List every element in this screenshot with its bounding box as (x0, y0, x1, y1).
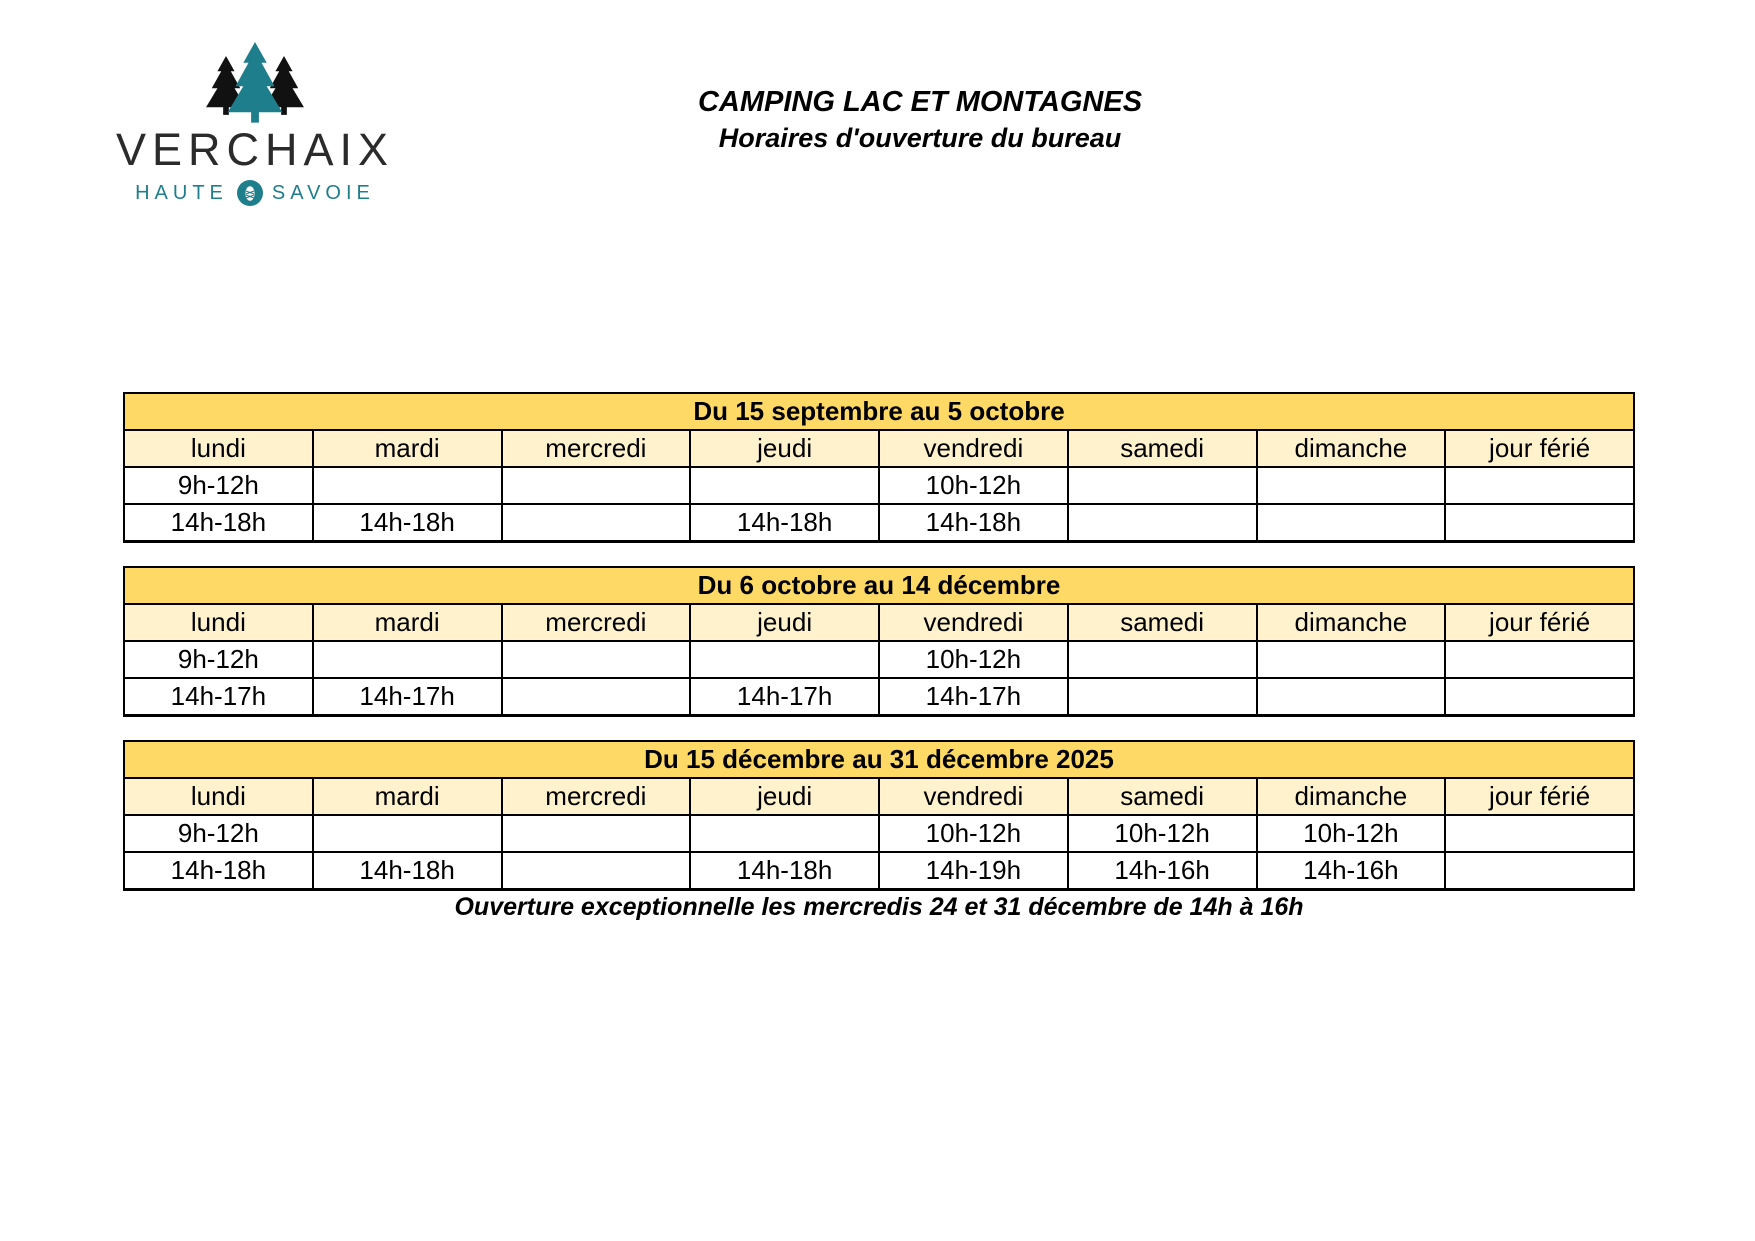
schedule-cell (1068, 467, 1257, 504)
day-header: lundi (124, 430, 313, 467)
schedule-cell: 10h-12h (1068, 815, 1257, 852)
schedule-cell (1257, 641, 1446, 678)
schedule-cell (1257, 678, 1446, 716)
schedule-cell: 14h-19h (879, 852, 1068, 890)
schedule-table (123, 392, 1635, 543)
logo-subtitle (100, 180, 410, 206)
schedule-cell (1445, 504, 1634, 542)
footer-note: Ouverture exceptionnelle les mercredis 24 et 31 décembre de 14h à 16h (454, 893, 1304, 921)
document-header (570, 84, 1270, 156)
verchaix-logo (100, 36, 410, 206)
schedule-cell: 14h-17h (313, 678, 502, 716)
schedule-cell: 14h-17h (879, 678, 1068, 716)
schedule-table (123, 566, 1635, 717)
schedule-cell (1257, 467, 1446, 504)
day-header: mercredi (502, 430, 691, 467)
table-title-row (124, 567, 1634, 604)
schedule-row (124, 467, 1634, 504)
schedule-cell: 10h-12h (879, 641, 1068, 678)
schedule-row (124, 504, 1634, 542)
day-header: jour férié (1445, 778, 1634, 815)
day-header: vendredi (879, 778, 1068, 815)
schedule-cell: 14h-18h (124, 852, 313, 890)
pine-trees-icon (192, 36, 318, 124)
schedule-cell (1257, 504, 1446, 542)
document-subtitle: Horaires d'ouverture du bureau (718, 123, 1122, 153)
day-header: samedi (1068, 604, 1257, 641)
schedule-cell (1068, 678, 1257, 716)
schedule-cell (502, 641, 691, 678)
schedule-cell (690, 641, 879, 678)
day-header: mercredi (502, 604, 691, 641)
day-header: mardi (313, 430, 502, 467)
schedule-cell: 14h-18h (690, 852, 879, 890)
day-header-row (124, 778, 1634, 815)
schedule-tables (123, 392, 1635, 914)
schedule-cell (1445, 641, 1634, 678)
schedule-cell (690, 467, 879, 504)
day-header: lundi (124, 778, 313, 815)
schedule-row (124, 815, 1634, 852)
schedule-cell: 14h-18h (879, 504, 1068, 542)
day-header: dimanche (1257, 604, 1446, 641)
schedule-cell: 14h-16h (1068, 852, 1257, 890)
schedule-cell: 14h-17h (124, 678, 313, 716)
day-header: vendredi (879, 604, 1068, 641)
schedule-cell: 10h-12h (1257, 815, 1446, 852)
day-header: mardi (313, 778, 502, 815)
schedule-cell (502, 504, 691, 542)
schedule-cell: 10h-12h (879, 467, 1068, 504)
pinecone-icon (237, 180, 263, 206)
schedule-cell: 9h-12h (124, 467, 313, 504)
schedule-cell: 14h-18h (124, 504, 313, 542)
table-title-row (124, 741, 1634, 778)
schedule-row (124, 678, 1634, 716)
schedule-cell (1068, 641, 1257, 678)
day-header-row (124, 430, 1634, 467)
day-header: jeudi (690, 778, 879, 815)
table-period-title: Du 6 octobre au 14 décembre (124, 567, 1634, 604)
day-header: vendredi (879, 430, 1068, 467)
day-header: jeudi (690, 604, 879, 641)
schedule-cell (313, 467, 502, 504)
table-title-row (124, 393, 1634, 430)
schedule-cell: 9h-12h (124, 641, 313, 678)
schedule-row (124, 641, 1634, 678)
schedule-cell: 14h-17h (690, 678, 879, 716)
schedule-table (123, 740, 1635, 891)
day-header: samedi (1068, 430, 1257, 467)
schedule-cell (502, 678, 691, 716)
day-header: jeudi (690, 430, 879, 467)
table-period-title: Du 15 septembre au 5 octobre (124, 393, 1634, 430)
day-header: lundi (124, 604, 313, 641)
schedule-row (124, 852, 1634, 890)
schedule-cell (313, 815, 502, 852)
schedule-cell: 10h-12h (879, 815, 1068, 852)
schedule-cell (1445, 852, 1634, 890)
day-header: dimanche (1257, 778, 1446, 815)
day-header: dimanche (1257, 430, 1446, 467)
table-period-title: Du 15 décembre au 31 décembre 2025 (124, 741, 1634, 778)
schedule-cell (502, 815, 691, 852)
schedule-cell: 9h-12h (124, 815, 313, 852)
schedule-cell (690, 815, 879, 852)
schedule-cell: 14h-18h (313, 504, 502, 542)
schedule-cell (1445, 467, 1634, 504)
schedule-cell (1445, 678, 1634, 716)
logo-subtitle-left: HAUTE (135, 181, 228, 204)
document-title: CAMPING LAC ET MONTAGNES (697, 86, 1143, 118)
day-header: jour férié (1445, 604, 1634, 641)
schedule-cell (1068, 504, 1257, 542)
schedule-cell (1445, 815, 1634, 852)
schedule-cell: 14h-16h (1257, 852, 1446, 890)
schedule-cell: 14h-18h (313, 852, 502, 890)
schedule-cell (502, 467, 691, 504)
day-header: mercredi (502, 778, 691, 815)
logo-subtitle-right: SAVOIE (271, 181, 375, 204)
day-header: mardi (313, 604, 502, 641)
day-header: samedi (1068, 778, 1257, 815)
day-header: jour férié (1445, 430, 1634, 467)
schedule-cell (502, 852, 691, 890)
logo-name: VERCHAIX (115, 124, 395, 175)
schedule-cell: 14h-18h (690, 504, 879, 542)
day-header-row (124, 604, 1634, 641)
schedule-cell (313, 641, 502, 678)
